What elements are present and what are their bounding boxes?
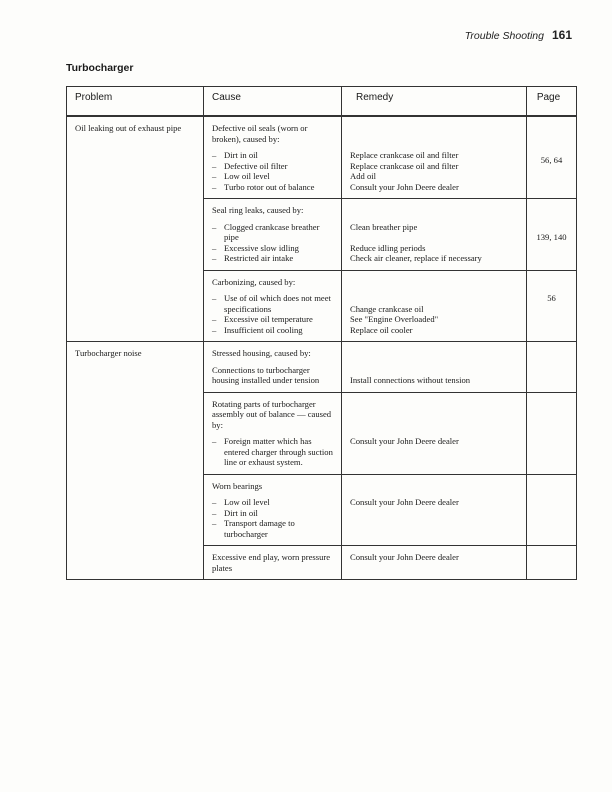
cause-lead: Stressed housing, caused by: xyxy=(212,348,311,358)
troubleshooting-table xyxy=(66,86,577,580)
cause-text: Connections to turbocharger housing installed under tension xyxy=(212,364,320,385)
remedy-line: Replace crankcase oil and filter xyxy=(350,150,459,160)
remedy-cell xyxy=(342,116,527,199)
table-row xyxy=(67,342,577,393)
remedy-line: See "Engine Overloaded" xyxy=(350,314,439,324)
page-number: 161 xyxy=(551,28,572,42)
cause-item: – Dirt in oil xyxy=(212,507,258,518)
cause-item: – Insufficient oil cooling xyxy=(212,324,303,335)
cause-lead: Rotating parts of turbocharger assembly out of balance — caused by: xyxy=(212,398,332,430)
page-ref: 56 xyxy=(547,292,556,303)
remedy-line: Check air cleaner, replace if necessary xyxy=(350,253,482,263)
cause-lead: Defective oil seals (worn or broken), caused by: xyxy=(212,123,308,144)
cause-cell xyxy=(204,199,342,271)
section-title: Turbocharger xyxy=(66,62,134,74)
page-ref-cell xyxy=(527,546,577,580)
remedy-line: Consult your John Deere dealer xyxy=(350,552,459,562)
page-ref-cell xyxy=(527,474,577,546)
page-ref-cell xyxy=(527,392,577,474)
remedy-cell xyxy=(342,474,527,546)
page-ref: 56, 64 xyxy=(540,155,563,166)
header-cause: Cause xyxy=(204,87,342,117)
cause-item: – Low oil level xyxy=(212,171,270,181)
page-ref-cell xyxy=(527,342,577,393)
remedy-line: Replace crankcase oil and filter xyxy=(350,160,459,171)
cause-lead: Worn bearings xyxy=(212,480,263,491)
running-header xyxy=(465,28,572,42)
cause-lead: Seal ring leaks, caused by: xyxy=(212,205,304,215)
cause-cell xyxy=(204,546,342,580)
problem-label: Turbocharger noise xyxy=(75,348,142,358)
cause-item: – Use of oil which does not meet specifications xyxy=(212,293,331,314)
remedy-line: Clean breather pipe xyxy=(350,221,418,232)
cause-item: – Restricted air intake xyxy=(212,253,294,263)
remedy-line: Consult your John Deere dealer xyxy=(350,497,459,507)
cause-lead: Carbonizing, caused by: xyxy=(212,276,296,287)
cause-lead: Excessive end play, worn pressure plates xyxy=(212,552,331,573)
remedy-cell xyxy=(342,270,527,342)
header-remedy: Remedy xyxy=(342,87,527,117)
remedy-line: Consult your John Deere dealer xyxy=(350,181,459,192)
remedy-line: Reduce idling periods xyxy=(350,242,426,253)
remedy-cell xyxy=(342,546,527,580)
problem-cell xyxy=(67,116,204,342)
cause-cell xyxy=(204,342,342,393)
cause-item: – Transport damage to turbocharger xyxy=(212,518,295,539)
remedy-line: Install connections without tension xyxy=(350,375,471,385)
page-ref-cell xyxy=(527,116,577,199)
cause-cell xyxy=(204,474,342,546)
cause-cell xyxy=(204,270,342,342)
remedy-line: Replace oil cooler xyxy=(350,324,413,335)
table-row xyxy=(67,116,577,199)
page-ref: 139, 140 xyxy=(536,232,567,242)
remedy-line: Consult your John Deere dealer xyxy=(350,436,459,446)
remedy-line: Change crankcase oil xyxy=(350,303,424,314)
header-page: Page xyxy=(527,87,577,117)
remedy-cell xyxy=(342,392,527,474)
cause-item: – Low oil level xyxy=(212,497,270,507)
problem-label: Oil leaking out of exhaust pipe xyxy=(75,123,182,133)
cause-cell xyxy=(204,392,342,474)
cause-item: – Dirt in oil xyxy=(212,150,258,160)
page-ref-cell xyxy=(527,270,577,342)
table-header-row xyxy=(67,87,577,117)
remedy-cell xyxy=(342,342,527,393)
cause-item: – Defective oil filter xyxy=(212,160,288,171)
header-problem: Problem xyxy=(67,87,204,117)
cause-cell xyxy=(204,116,342,199)
problem-cell xyxy=(67,342,204,580)
cause-item: – Excessive oil temperature xyxy=(212,314,313,324)
page-ref-cell xyxy=(527,199,577,271)
cause-item: – Foreign matter which has entered charger through suction line or exhaust system. xyxy=(212,436,333,467)
remedy-line: Add oil xyxy=(350,171,377,181)
cause-item: – Turbo rotor out of balance xyxy=(212,181,315,192)
cause-item: – Clogged crankcase breather pipe xyxy=(212,221,320,242)
running-title: Trouble Shooting xyxy=(464,30,544,42)
remedy-cell xyxy=(342,199,527,271)
cause-item: – Excessive slow idling xyxy=(212,242,299,253)
